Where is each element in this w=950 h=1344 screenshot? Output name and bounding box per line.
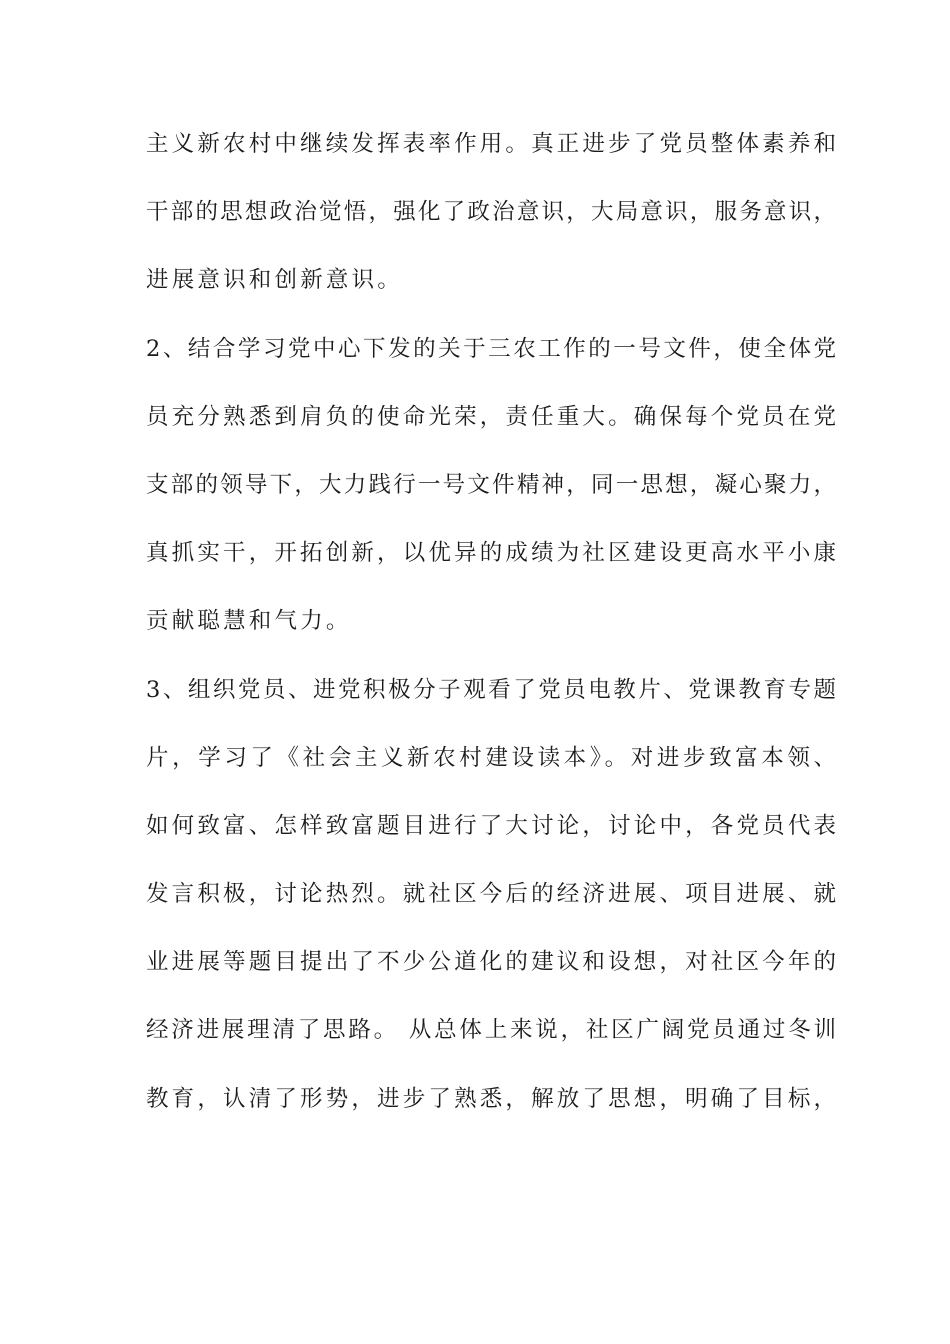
text-line: 业进展等题目提出了不少公道化的建议和设想，对社区今年的 (146, 949, 836, 976)
text-line: 3、组织党员、进党积极分子观看了党员电教片、党课教育专题 (146, 676, 836, 703)
text-line: 经济进展理清了思路。 从总体上来说，社区广阔党员通过冬训 (146, 1017, 836, 1044)
text-line: 主义新农村中继续发挥表率作用。真正进步了党员整体素养和 (146, 131, 836, 157)
document-body (146, 132, 836, 1155)
text-line: 干部的思想政治觉悟，强化了政治意识，大局意识，服务意识， (146, 199, 836, 226)
text-line: 如何致富、怎样致富题目进行了大讨论，讨论中，各党员代表 (146, 812, 836, 839)
text-line: 教育，认清了形势，进步了熟悉，解放了思想，明确了目标， (146, 1085, 836, 1112)
text-line: 进展意识和创新意识。 (146, 267, 404, 294)
text-line: 贡献聪慧和气力。 (146, 608, 352, 635)
text-line: 员充分熟悉到肩负的使命光荣，责任重大。确保每个党员在党 (146, 403, 836, 430)
text-line: 片，学习了《社会主义新农村建设读本》。对进步致富本领、 (146, 744, 836, 771)
text-line: 支部的领导下，大力践行一号文件精神，同一思想，凝心聚力， (146, 471, 836, 498)
text-line: 真抓实干，开拓创新，以优异的成绩为社区建设更高水平小康 (146, 540, 836, 567)
text-line: 2、结合学习党中心下发的关于三农工作的一号文件，使全体党 (146, 335, 836, 362)
text-line: 发言积极，讨论热烈。就社区今后的经济进展、项目进展、就 (146, 881, 836, 908)
